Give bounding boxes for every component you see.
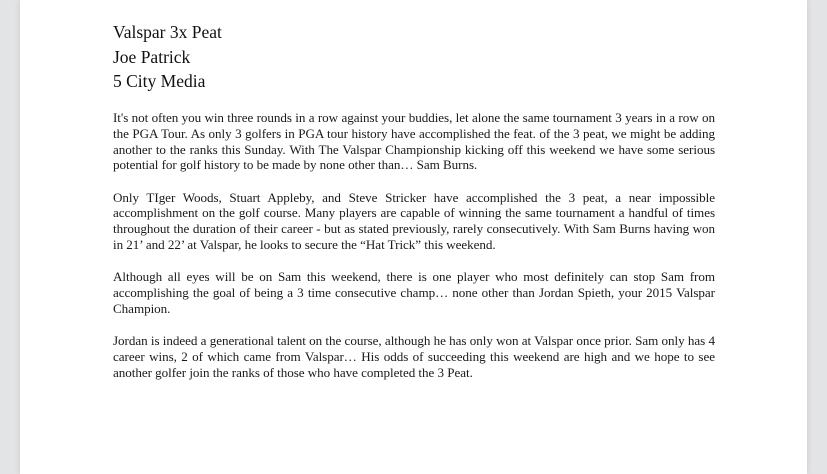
document-header bbox=[113, 20, 713, 94]
organization-name: 5 City Media bbox=[113, 71, 206, 91]
paragraph-3: Although all eyes will be on Sam this weekend, there is one player who most definitely can stop Sam from accomplishing the goal of being a 3 time consecutive champ… none other than Jordan Spieth, your 2015 Valspar Champion. bbox=[113, 269, 715, 316]
article-title: Valspar 3x Peat bbox=[113, 22, 222, 42]
article-body bbox=[113, 110, 715, 381]
paragraph-4: Jordan is indeed a generational talent on the course, although he has only won at Valspar once prior. Sam only has 4 career wins, 2 of which came from Valspar… His odds of succeeding this weekend are high and we hope to see another golfer join the ranks of those who have completed the 3 Peat. bbox=[113, 333, 715, 380]
paragraph-1: It's not often you win three rounds in a row against your buddies, let alone the same tournament 3 years in a row on the PGA Tour. As only 3 golfers in PGA tour history have accomplished the feat. of the 3 peat, we might be adding another to the ranks this Sunday. With The Valspar Championship kicking off this weekend we have some serious potential for golf history to be made by none other than… Sam Burns. bbox=[113, 110, 715, 173]
author-name: Joe Patrick bbox=[113, 46, 191, 67]
document-page bbox=[20, 0, 807, 474]
paragraph-2: Only TIger Woods, Stuart Appleby, and Steve Stricker have accomplished the 3 peat, a near impossible accomplishment on the golf course. Many players are capable of winning the same tournament a handful of times throughout the duration of their career - but as stated previously, rarely consecutively. With Sam Burns having won in 21’ and 22’ at Valspar, he looks to secure the “Hat Trick” this weekend. bbox=[113, 189, 715, 253]
